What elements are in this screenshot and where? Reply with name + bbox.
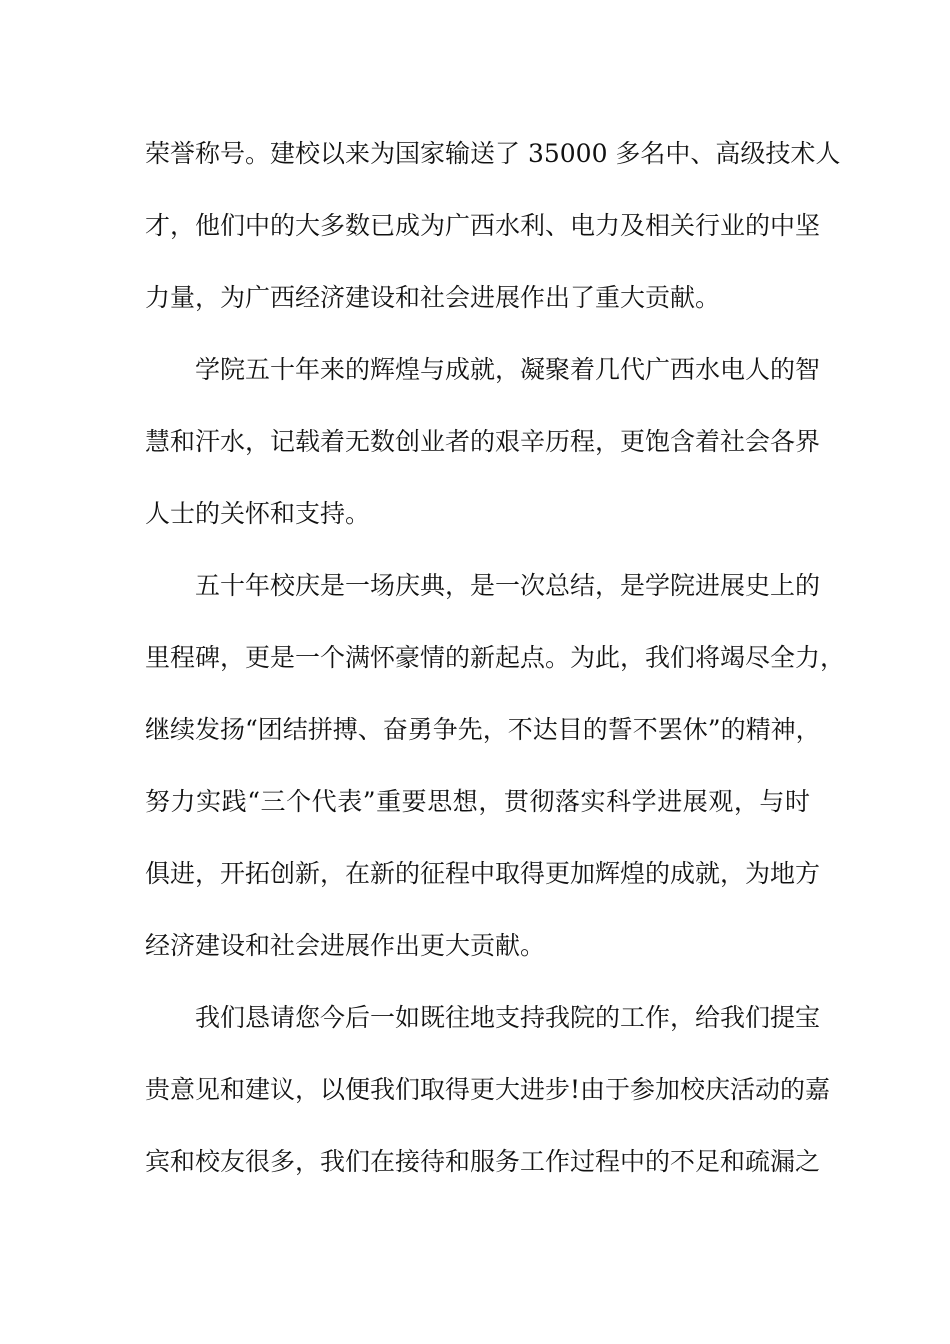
text-line: 贵意见和建议，以便我们取得更大进步!由于参加校庆活动的嘉 [145,1075,831,1104]
text-line: 努力实践“三个代表”重要思想，贯彻落实科学进展观，与时 [145,787,810,816]
text-line: 人士的关怀和支持。 [145,499,371,528]
text-line: 五十年校庆是一场庆典，是一次总结，是学院进展史上的 [195,571,821,600]
text-line: 才，他们中的大多数已成为广西水利、电力及相关行业的中坚 [145,211,821,240]
text-line: 我们恳请您今后一如既往地支持我院的工作，给我们提宝 [195,1003,821,1032]
body-text [145,130,846,1210]
text-line: 经济建设和社会进展作出更大贡献。 [145,931,546,960]
text-line: 慧和汗水，记载着无数创业者的艰辛历程，更饱含着社会各界 [145,427,821,456]
text-line: 力量，为广西经济建设和社会进展作出了重大贡献。 [145,283,721,312]
text-line: 继续发扬“团结拼搏、奋勇争先，不达目的誓不罢休”的精神， [145,715,821,744]
text-line: 学院五十年来的辉煌与成就，凝聚着几代广西水电人的智 [195,355,821,384]
text-line: 里程碑，更是一个满怀豪情的新起点。为此，我们将竭尽全力， [145,643,846,672]
text-line: 荣誉称号。建校以来为国家输送了 35000 多名中、高级技术人 [145,139,841,168]
text-line: 宾和校友很多，我们在接待和服务工作过程中的不足和疏漏之 [145,1147,821,1176]
text-line: 俱进，开拓创新，在新的征程中取得更加辉煌的成就，为地方 [145,859,821,888]
